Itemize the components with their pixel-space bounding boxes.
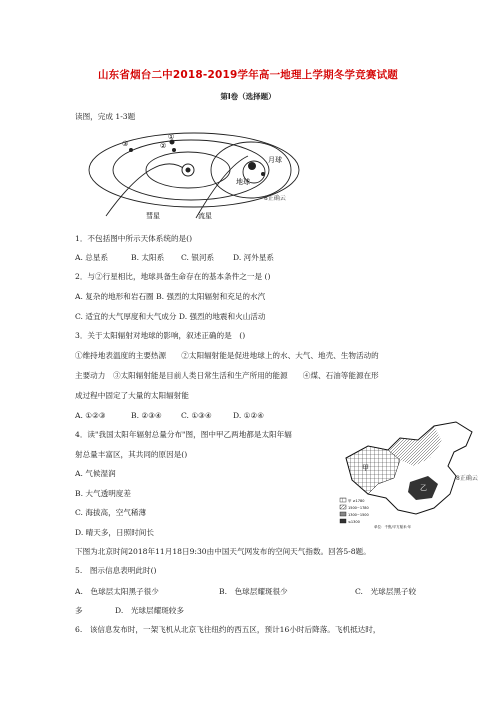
q4-option-d[interactable]: D. 晴天多，日照时间长 bbox=[75, 528, 154, 537]
planet-three-icon bbox=[129, 148, 133, 152]
q5-option-c[interactable]: C. 光球层黑子较 bbox=[355, 587, 417, 596]
passage-text: 下图为北京时间2018年11月18日9:30由中国天气网发布的空间天气指数。回答5-8题。 bbox=[75, 547, 371, 556]
q5-option-c-cont: 多 bbox=[75, 606, 83, 615]
moon-icon bbox=[261, 172, 265, 176]
q1-option-a[interactable]: A. 总星系 bbox=[75, 253, 109, 262]
legend-item-4: ≤1300 bbox=[348, 520, 360, 524]
diagram-watermark: 8正确云 bbox=[264, 195, 286, 202]
legend-item-3: 1300~1500 bbox=[348, 513, 369, 517]
map-watermark: 8正确云 bbox=[456, 475, 478, 482]
solar-system-diagram bbox=[76, 126, 304, 220]
q2-options-cd[interactable]: C. 适宜的大气厚度和大气成分 D. 强烈的地震和火山活动 bbox=[75, 312, 266, 321]
document-title: 山东省烟台二中2018-2019学年高一地理上学期冬学竞赛试题 bbox=[97, 69, 398, 81]
q3-statement-line-1: ①维持地表温度的主要热源 ②太阳辐射能是促进地球上的水、大气、地壳、生物活动的 bbox=[75, 351, 379, 360]
planet-one-icon bbox=[172, 148, 176, 152]
q4-option-a[interactable]: A. 气候湿润 bbox=[75, 469, 116, 478]
legend-item-1: 甲 ≥1780 bbox=[348, 499, 365, 503]
q5-option-b[interactable]: B. 色球层耀斑很少 bbox=[219, 587, 288, 596]
solar-radiation-map bbox=[338, 418, 488, 530]
q4-stem-line-1: 4．读"我国太阳年辐射总量分布"图，图中甲乙两地都是太阳年辐 bbox=[75, 430, 292, 439]
legend-item-2: 1500~1780 bbox=[348, 506, 369, 510]
q1-option-c[interactable]: C. 银河系 bbox=[181, 253, 215, 262]
earth-icon bbox=[248, 162, 256, 170]
part-heading: 第Ⅰ卷（选择题） bbox=[220, 92, 276, 101]
q4-stem-line-2: 射总量丰富区，其共同的原因是() bbox=[75, 450, 188, 459]
earth-label: 地球 bbox=[236, 178, 250, 186]
q4-option-b[interactable]: B. 大气透明度差 bbox=[75, 489, 131, 498]
q5-option-d[interactable]: D. 光球层耀斑较多 bbox=[115, 606, 184, 615]
map-mark-jia: 甲 bbox=[362, 464, 369, 472]
q3-statement-line-2: 主要动力 ③太阳辐射能是目前人类日常生活和生产所用的能源 ④煤、石油等能源在形 bbox=[75, 371, 379, 380]
q5-stem: 5. 图示信息表明此时() bbox=[75, 566, 157, 575]
q1-option-b[interactable]: B. 太阳系 bbox=[131, 253, 165, 262]
q3-option-c[interactable]: C. ①③④ bbox=[181, 411, 212, 420]
marker-two: ② bbox=[160, 142, 167, 150]
meteor-label: 流星 bbox=[198, 212, 212, 220]
marker-one: ① bbox=[168, 133, 175, 141]
q1-option-d[interactable]: D. 河外星系 bbox=[233, 253, 275, 262]
q5-option-a[interactable]: A. 色球层太阳黑子很少 bbox=[75, 587, 159, 596]
intro-text: 读图，完成 1-3题 bbox=[75, 112, 136, 121]
map-legend bbox=[340, 498, 369, 524]
q2-stem: 2．与②行星相比，地球具备生命存在的基本条件之一是 () bbox=[75, 272, 271, 281]
q6-stem: 6. 该信息发布时，一架飞机从北京飞往纽约的西五区，预计16小时后降落。飞机抵达时， bbox=[75, 625, 381, 634]
q4-option-c[interactable]: C. 海拔高，空气稀薄 bbox=[75, 508, 147, 517]
q3-option-a[interactable]: A. ①②③ bbox=[75, 411, 106, 420]
map-unit-note: 单位：千焦/平方厘米·年 bbox=[374, 525, 412, 529]
q3-option-d[interactable]: D. ①②④ bbox=[233, 411, 265, 420]
map-mark-yi: 乙 bbox=[420, 484, 427, 492]
q3-option-b[interactable]: B. ②③④ bbox=[131, 411, 162, 420]
q3-stem: 3．关于太阳辐射对地球的影响，叙述正确的是 () bbox=[75, 331, 246, 340]
q2-options-ab[interactable]: A. 复杂的地形和岩石圈 B. 强烈的太阳辐射和充足的水汽 bbox=[75, 292, 266, 301]
moon-label: 月球 bbox=[268, 156, 282, 164]
comet-label: 彗星 bbox=[146, 212, 160, 220]
q3-statement-line-3: 成过程中固定了大量的太阳辐射能 bbox=[75, 391, 189, 400]
marker-three: ③ bbox=[122, 140, 129, 148]
q1-stem: 1．不包括图中所示天体系统的是() bbox=[75, 234, 193, 243]
